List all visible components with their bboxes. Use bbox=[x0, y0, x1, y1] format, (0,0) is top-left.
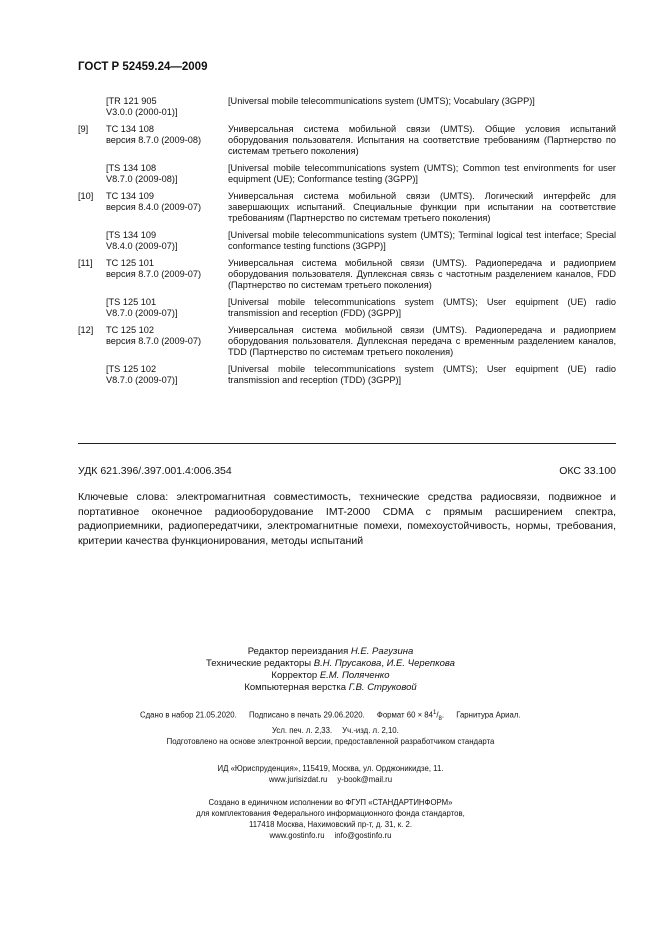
divider bbox=[78, 443, 616, 444]
reference-description: [Universal mobile telecommunications system (UMTS); Common test environments for user equipment (UE); Conformance testing (3GPP)] bbox=[228, 163, 616, 184]
reference-item bbox=[78, 258, 616, 291]
reference-number: [11] bbox=[78, 258, 93, 268]
reference-number bbox=[78, 230, 106, 252]
publisher-contacts: www.jurisizdat.ru y-book@mail.ru bbox=[268, 775, 393, 784]
reference-number bbox=[78, 96, 106, 118]
credits bbox=[0, 646, 661, 694]
reference-number: [9] bbox=[78, 124, 89, 134]
prepared-note: Подготовлено на основе электронной версии, предоставленной разработчиком стандарта bbox=[166, 737, 495, 746]
reference-description: Универсальная система мобильной связи (UMTS). Общие условия испытаний оборудования пользователя. Испытания на соответствие требованиям (Партнерство по системам третьего поколения) bbox=[228, 124, 616, 156]
reference-description: [Universal mobile telecommunications system (UMTS); Vocabulary (3GPP)] bbox=[228, 96, 535, 106]
publisher bbox=[0, 763, 661, 785]
created-contacts: www.gostinfo.ru info@gostinfo.ru bbox=[269, 831, 392, 840]
oks-code: ОКС 33.100 bbox=[559, 465, 616, 477]
reference-id: [TS 134 108 V8.7.0 (2009-08)] bbox=[106, 163, 178, 184]
layout-line: Компьютерная верстка Г.В. Струковой bbox=[244, 682, 417, 693]
imprint-line-1: Сдано в набор 21.05.2020. Подписано в печать 29.06.2020. Формат $60 \times 84^1/_8$. Гарнитура Ариал. bbox=[140, 710, 521, 723]
created-line-3: 117418 Москва, Нахимовский пр-т, д. 31, к. 2. bbox=[248, 820, 413, 829]
reference-description: Универсальная система мобильной связи (UMTS). Радиопередача и радиоприем оборудования пользователя. Дуплексная связь с частотным разделением каналов, FDD (Партнерство по системам третьего поколения) bbox=[228, 258, 616, 290]
reference-id: [TS 134 109 V8.4.0 (2009-07)] bbox=[106, 230, 178, 251]
reference-description: [Universal mobile telecommunications system (UMTS); User equipment (UE) radio transmission and reception (FDD) (3GPP)] bbox=[228, 297, 616, 318]
reference-description: [Universal mobile telecommunications system (UMTS); User equipment (UE) radio transmission and reception (TDD) (3GPP)] bbox=[228, 364, 616, 385]
reference-id: ТС 134 109 версия 8.4.0 (2009-07) bbox=[106, 191, 202, 212]
udk-code: УДК 621.396/.397.001.4:006.354 bbox=[78, 465, 232, 477]
created-line-2: для комплектования Федерального информационного фонда стандартов, bbox=[196, 809, 465, 818]
reference-id: ТС 125 101 версия 8.7.0 (2009-07) bbox=[106, 258, 202, 279]
keywords: Ключевые слова: электромагнитная совместимость, технические средства радиосвязи, подвижное и портативное оконечное радиооборудование IMT-2000 CDMA с прямым расширением спектра, радиоприемники, радиопередатчики, электромагнитные помехи, помехоустойчивость, нормы, требования, критерии качества функционирования, методы испытаний bbox=[78, 491, 616, 547]
reference-description: Универсальная система мобильной связи (UMTS). Логический интерфейс для завершающих испытаний. Специальные функции при испытании на соответствие требованиям (Партнерство по системам третьего поколения) bbox=[228, 191, 616, 223]
reference-item bbox=[78, 325, 616, 358]
reference-description: [Universal mobile telecommunications system (UMTS); Terminal logical test interface; Special conformance testing functions (3GPP)] bbox=[228, 230, 616, 251]
publisher-address: ИД «Юриспруденция», 115419, Москва, ул. Орджоникидзе, 11. bbox=[217, 764, 444, 773]
reference-number bbox=[78, 163, 106, 185]
reference-item bbox=[78, 96, 616, 118]
reference-item bbox=[78, 297, 616, 319]
reference-number: [10] bbox=[78, 191, 94, 201]
reference-id: [TS 125 102 V8.7.0 (2009-07)] bbox=[106, 364, 178, 385]
created-info bbox=[0, 797, 661, 841]
reference-item bbox=[78, 230, 616, 252]
reference-description: Универсальная система мобильной связи (UMTS). Радиопередача и радиоприем оборудования пользователя. Дуплексная передача с временным разделением каналов, TDD (Партнерство по системам третьего поколения) bbox=[228, 325, 616, 357]
corrector-line: Корректор Е.М. Поляченко bbox=[271, 670, 390, 681]
tech-editors-line: Технические редакторы В.Н. Прусакова, И.Е. Черепкова bbox=[206, 658, 455, 669]
reference-id: [TS 125 101 V8.7.0 (2009-07)] bbox=[106, 297, 178, 318]
created-line-1: Создано в единичном исполнении во ФГУП «СТАНДАРТИНФОРМ» bbox=[208, 798, 453, 807]
reference-number: [12] bbox=[78, 325, 94, 335]
reference-id: [TR 121 905 V3.0.0 (2000-01)] bbox=[106, 96, 178, 117]
reference-id: ТС 125 102 версия 8.7.0 (2009-07) bbox=[106, 325, 202, 346]
reference-id: ТС 134 108 версия 8.7.0 (2009-08) bbox=[106, 124, 202, 145]
reference-item bbox=[78, 124, 616, 157]
imprint-line-2: Усл. печ. л. 2,33. Уч.-изд. л. 2,10. bbox=[272, 726, 399, 736]
imprint bbox=[140, 708, 600, 736]
reference-number bbox=[78, 297, 106, 319]
document-header: ГОСТ Р 52459.24—2009 bbox=[78, 61, 208, 73]
reference-item bbox=[78, 163, 616, 185]
reference-item bbox=[78, 364, 616, 386]
reference-list bbox=[78, 96, 616, 392]
editor-line: Редактор переиздания Н.Е. Рагузина bbox=[247, 646, 414, 657]
reference-item bbox=[78, 191, 616, 224]
reference-number bbox=[78, 364, 106, 386]
